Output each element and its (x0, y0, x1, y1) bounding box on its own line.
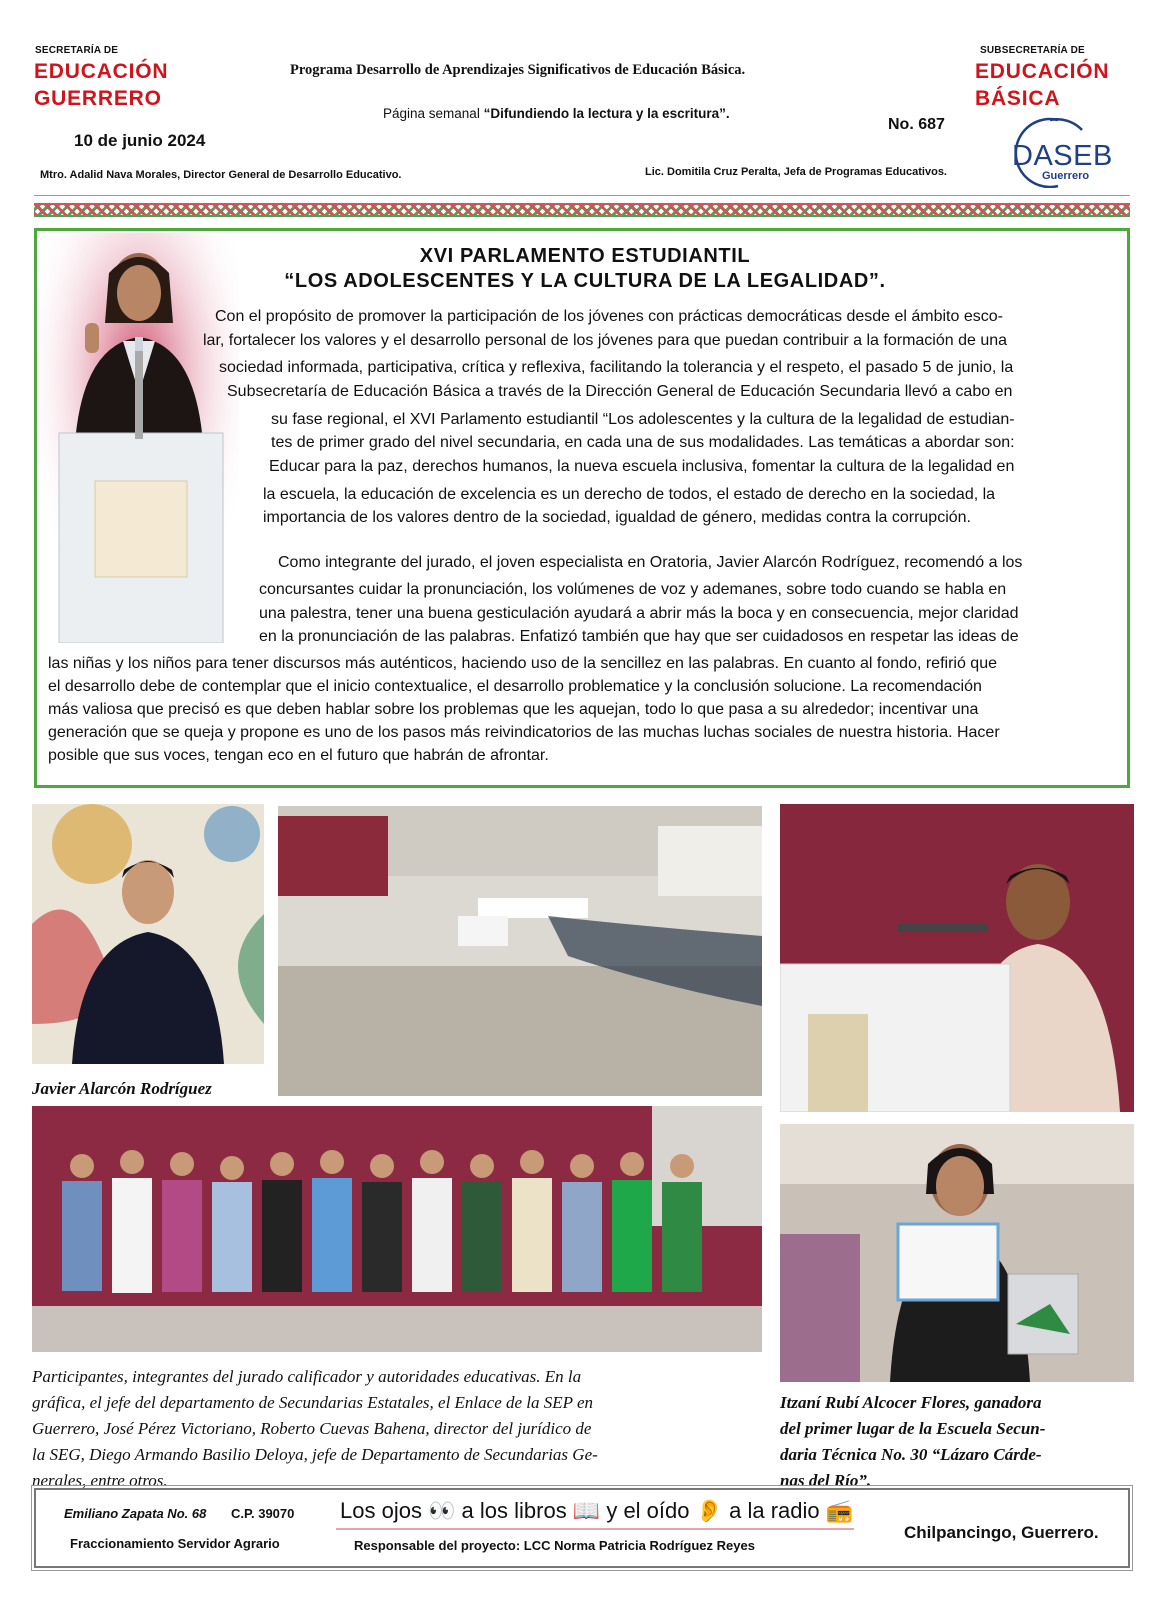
footer-responsible: Responsable del proyecto: LCC Norma Patricia Rodríguez Reyes (354, 1538, 755, 1553)
issue-date: 10 de junio 2024 (74, 131, 206, 150)
issue-number: No. 687 (888, 116, 945, 133)
right-subsecretaria-name (975, 58, 1109, 112)
article-line: Como integrante del jurado, el joven especialista en Oratoria, Javier Alarcón Rodríguez, recomendó a los (278, 554, 1023, 571)
right-subsecretaria-label: SUBSECRETARÍA DE (980, 45, 1085, 56)
director-credit: Mtro. Adalid Nava Morales, Director General de Desarrollo Educativo. (40, 169, 402, 181)
student-speech-photo (780, 804, 1134, 1112)
article-line: una palestra, tener una buena gesticulación ayudará a abrir más la boca y en consecuencia, mejor claridad (259, 605, 1019, 622)
footer-slogan: Los ojos 👀 a los libros 📖 y el oído 👂 a la radio 📻 (340, 1498, 854, 1523)
article-line: posible que sus voces, tengan eco en el futuro que habrán de afrontar. (48, 747, 549, 764)
article-line: el desarrollo debe de contemplar que el inicio contextualice, el desarrollo problematice y la conclusión solucione. La recomendación (48, 678, 982, 695)
weekly-prefix: Página semanal (383, 106, 484, 121)
weekly-page-title (383, 106, 730, 121)
article-title-line1: XVI PARLAMENTO ESTUDIANTIL (419, 245, 751, 267)
article-line: importancia de los valores dentro de la sociedad, igualdad de género, medidas contra la corrupción. (263, 509, 971, 526)
article-line: Subsecretaría de Educación Básica a través de la Dirección General de Educación Secundaria llevó a cabo en (227, 383, 1013, 400)
right-subsecretaria-line2: BÁSICA (975, 87, 1061, 110)
daseb-logo (998, 116, 1130, 188)
weekly-name: “Difundiendo la lectura y la escritura”. (483, 106, 730, 121)
group-caption-line: nerales, entre otros. (32, 1471, 168, 1490)
student-speaker-photo (39, 233, 239, 643)
jefa-credit: Lic. Domitila Cruz Peralta, Jefa de Programas Educativos. (645, 166, 947, 178)
article-line: generación que se queja y propone es uno de los pasos más reivindicatorios de las muchas luchas sociales de nuestra historia. Hacer (48, 724, 1000, 741)
winner-caption-line: del primer lugar de la Escuela Secun- (780, 1419, 1046, 1438)
article-line: Educar para la paz, derechos humanos, la nueva escuela inclusiva, fomentar la cultura de la legalidad en (269, 458, 1015, 475)
footer-city: Chilpancingo, Guerrero. (904, 1523, 1099, 1542)
winner-caption-line: daria Técnica No. 30 “Lázaro Cárde- (780, 1445, 1042, 1464)
winner-caption-line: Itzaní Rubí Alcocer Flores, ganadora (780, 1393, 1042, 1412)
daseb-logo-sub: Guerrero (1042, 170, 1090, 182)
article-line: las niñas y los niños para tener discursos más auténticos, haciendo uso de la sencillez en las palabras. En cuanto al fondo, refirió que (48, 655, 997, 672)
footer-box (34, 1488, 1130, 1568)
right-subsecretaria-line1: EDUCACIÓN (975, 60, 1110, 83)
group-caption-line: gráfica, el jefe del departamento de Secundarias Estatales, el Enlace de la SEP en (32, 1393, 594, 1412)
article-line: tes de primer grado del nivel secundaria, en cada una de sus modalidades. Las temáticas a abordar son: (271, 434, 1015, 451)
left-secretaria-label: SECRETARÍA DE (35, 45, 119, 56)
article-line: lar, fortalecer los valores y el desarrollo personal de los jóvenes para que puedan contribuir a la formación de una (203, 332, 1008, 349)
group-caption-line: Participantes, integrantes del jurado calificador y autoridades educativas. En la (32, 1367, 582, 1386)
left-secretaria-name (34, 58, 168, 112)
javier-caption: Javier Alarcón Rodríguez (32, 1079, 212, 1098)
left-secretaria-line2: GUERRERO (34, 87, 162, 110)
article-line: más valiosa que precisó es que deben hablar sobre los problemas que les aquejan, todo lo que pasa a su alrededor; incentivar una (48, 701, 979, 718)
daseb-logo-text: DASEB (1012, 140, 1113, 172)
javier-portrait-photo (32, 804, 264, 1064)
left-secretaria-line1: EDUCACIÓN (34, 60, 169, 83)
article-title-line2: “LOS ADOLESCENTES Y LA CULTURA DE LA LEGALIDAD”. (284, 270, 886, 292)
article-line: su fase regional, el XVI Parlamento estudiantil “Los adolescentes y la cultura de la legalidad de estudian- (271, 411, 1015, 428)
group-caption-line: Guerrero, José Pérez Victoriano, Roberto Cuevas Bahena, director del jurídico de (32, 1419, 592, 1438)
article-line: la escuela, la educación de excelencia es un derecho de todos, el estado de derecho en la sociedad, la (263, 486, 996, 503)
article-line: Con el propósito de promover la participación de los jóvenes con prácticas democráticas desde el ámbito esco- (215, 308, 1003, 325)
winner-caption-line: nas del Río”. (780, 1471, 872, 1490)
decorative-border (34, 203, 1130, 217)
article-line: sociedad informada, participativa, crítica y reflexiva, facilitando la tolerancia y el respeto, el pasado 5 de junio, la (219, 359, 1014, 376)
group-photo (32, 1106, 762, 1352)
footer-postal-code: C.P. 39070 (231, 1506, 295, 1521)
footer-address: Emiliano Zapata No. 68 (64, 1506, 207, 1521)
auditorium-photo (278, 806, 762, 1096)
header-divider (34, 195, 1130, 196)
winner-photo (780, 1124, 1134, 1382)
group-caption-line: la SEG, Diego Armando Basilio Deloya, jefe de Departamento de Secundarias Ge- (32, 1445, 598, 1464)
program-title: Programa Desarrollo de Aprendizajes Significativos de Educación Básica. (290, 62, 746, 78)
article-line: concursantes cuidar la pronunciación, los volúmenes de voz y ademanes, sobre todo cuando se habla en (259, 581, 1007, 598)
footer-slogan-underline (336, 1528, 854, 1530)
footer-neighborhood: Fraccionamiento Servidor Agrario (70, 1536, 280, 1551)
article-box (34, 228, 1130, 788)
article-line: en la pronunciación de las palabras. Enfatizó también que hay que ser cuidadosos en respetar las ideas de (259, 628, 1019, 645)
